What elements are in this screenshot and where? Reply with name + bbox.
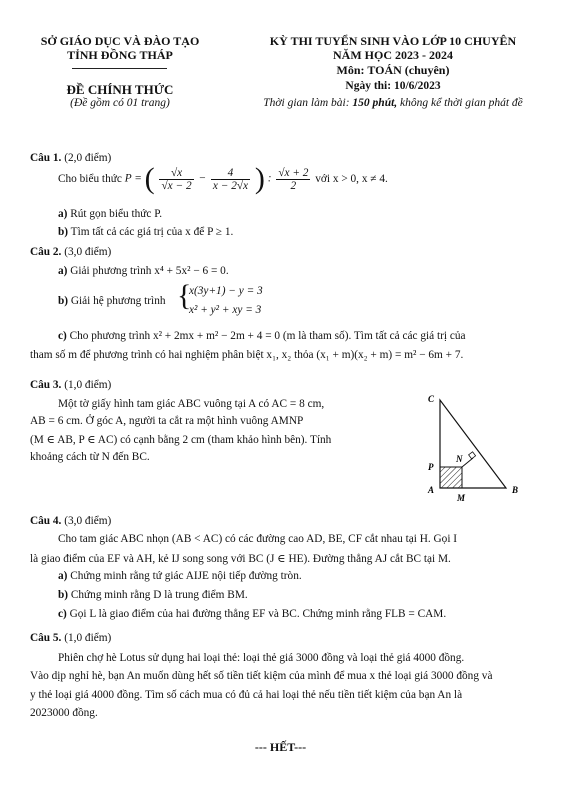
end-marker: --- HẾT---: [254, 740, 307, 754]
province-name: TỈNH ĐỒNG THÁP: [67, 48, 173, 62]
q1-formula: P = ( $\frac{√x}{√x - 2}$ − $\frac{4}{x - 2√x}$ ) : $\frac{√x + 2}{2}$: [124, 162, 309, 195]
q3-line2: AB = 6 cm. Ở góc A, người ta cắt ra một hình vuông AMNP: [30, 415, 304, 427]
q3-heading: Câu 3. (1,0 điểm): [30, 379, 112, 391]
header-left-rule: [72, 68, 167, 69]
q1-heading: Câu 1. (2,0 điểm): [30, 152, 112, 164]
q4-part-a: a) Chứng minh rằng tứ giác AIJE nội tiếp đường tròn.: [58, 570, 302, 582]
exam-subject: Môn: TOÁN (chuyên): [336, 63, 450, 77]
q3-line1: Một tờ giấy hình tam giác ABC vuông tại A có AC = 8 cm,: [58, 398, 325, 410]
exam-date: Ngày thi: 10/6/2023: [345, 80, 441, 92]
school-year: NĂM HỌC 2023 - 2024: [333, 48, 453, 62]
q3-line3: (M ∈ AB, P ∈ AC) có cạnh bằng 2 cm (tham khảo hình bên). Tính: [30, 434, 332, 446]
label-p: P: [428, 462, 434, 472]
q1-part-a: a) Rút gọn biểu thức P.: [58, 208, 163, 220]
right-angle-mark: [469, 452, 476, 459]
q3-line4: khoảng cách từ N đến BC.: [30, 451, 150, 463]
q4-heading: Câu 4. (3,0 điểm): [30, 515, 112, 527]
exam-title: KỲ THI TUYỂN SINH VÀO LỚP 10 CHUYÊN: [269, 34, 517, 48]
label-a: A: [428, 485, 435, 495]
q1-expression: Cho biểu thức P = ( $\frac{√x}{√x - 2}$ − $\frac{4}{x - 2√x}$ ) : $\frac{√x + 2}{2}$ với x > 0, x ≠ 4.: [58, 162, 388, 195]
perpendicular-n-bc: [462, 458, 473, 467]
q2-part-c-line2: tham số m để phương trình có hai nghiệm phân biệt x₁, x₂ thỏa (x₁ + m)(x₂ + m) = m² − 6m + 7.: [30, 349, 464, 361]
label-c: C: [428, 394, 435, 404]
q5-heading: Câu 5. (1,0 điểm): [30, 632, 112, 644]
q5-line1: Phiên chợ hè Lotus sử dụng hai loại thẻ: loại thẻ giá 3000 đồng và loại thẻ giá 4000 đồng.: [58, 652, 465, 664]
q2-system: { x(3y+1) − y = 3 x² + y² + xy = 3: [177, 279, 263, 316]
q5-line2: Vào dịp nghỉ hè, bạn An muốn dùng hết số tiền tiết kiệm của mình để mua x thẻ loại giá 3000 đồng và: [30, 670, 493, 682]
q2-part-a: a) Giải phương trình x⁴ + 5x² − 6 = 0.: [58, 265, 229, 277]
q4-line1: Cho tam giác ABC nhọn (AB < AC) có các đường cao AD, BE, CF cắt nhau tại H. Gọi I: [58, 533, 458, 545]
exam-duration: Thời gian làm bài: 150 phút, không kể thời gian phát đề: [263, 97, 523, 109]
q1-part-b: b) Tìm tất cả các giá trị của x để P ≥ 1.: [58, 226, 234, 238]
pages-note: (Đề gồm có 01 trang): [70, 97, 170, 109]
q4-part-b: b) Chứng minh rằng D là trung điểm BM.: [58, 589, 248, 601]
square-amnp: [440, 467, 462, 488]
q5-line4: 2023000 đồng.: [30, 707, 98, 719]
label-n: N: [456, 454, 463, 464]
department-name: SỞ GIÁO DỤC VÀ ĐÀO TẠO: [40, 34, 200, 48]
q2-part-c-line1: c) Cho phương trình x² + 2mx + m² − 2m + 4 = 0 (m là tham số). Tìm tất cả các giá trị của: [58, 330, 466, 342]
q4-part-c: c) Gọi L là giao điểm của hai đường thẳng EF và BC. Chứng minh rằng FLB = CAM.: [58, 608, 447, 620]
q2-heading: Câu 2. (3,0 điểm): [30, 246, 112, 258]
label-m: M: [457, 493, 466, 503]
q3-figure: [420, 390, 530, 505]
official-label: ĐỀ CHÍNH THỨC: [66, 82, 174, 97]
q2-part-b: b) Giải hệ phương trình: [58, 295, 166, 307]
q4-line2: là giao điểm của EF và AH, kẻ IJ song song với BC (J ∈ HE). Đường thẳng AJ cắt BC tại M.: [30, 553, 451, 565]
q5-line3: y thẻ loại giá 4000 đồng. Tìm số cách mua có đủ cả hai loại thẻ nếu tiền tiết kiệm của bạn An là: [30, 689, 463, 701]
label-b: B: [512, 485, 519, 495]
